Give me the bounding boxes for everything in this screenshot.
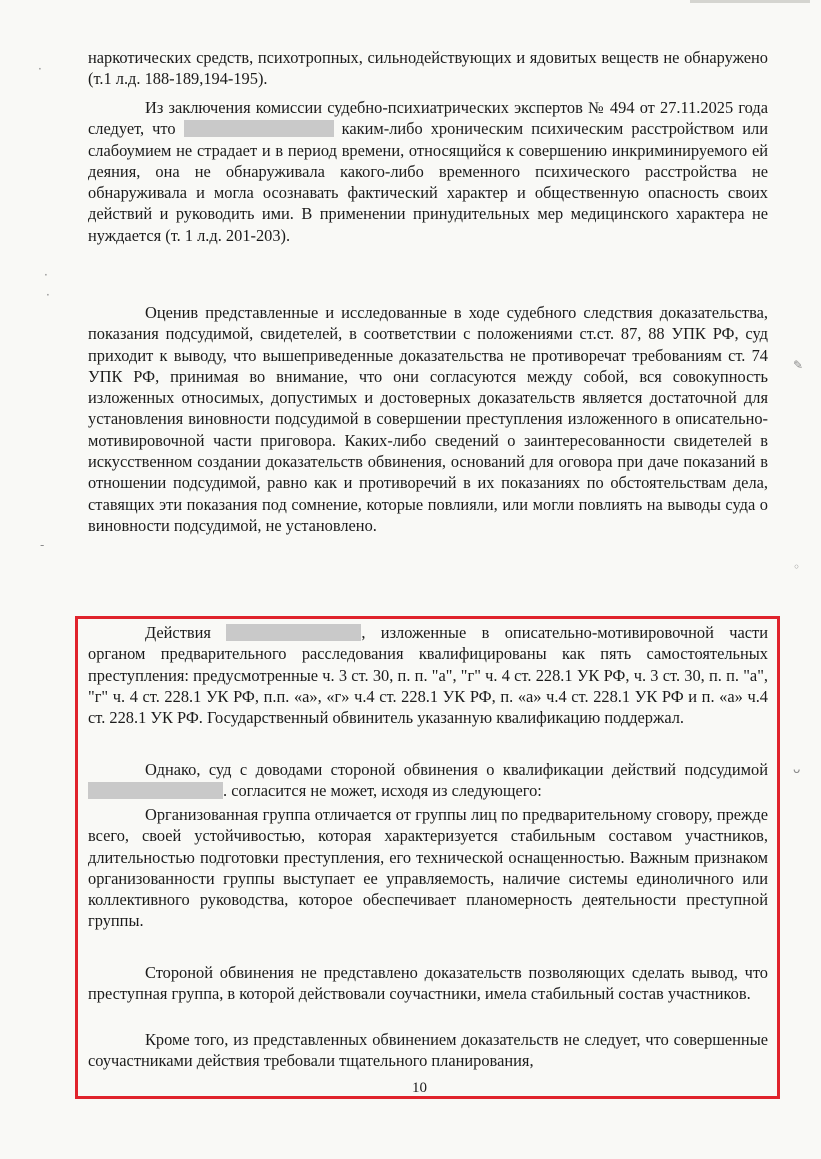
page-number: 10 — [412, 1080, 427, 1096]
paragraph-continuation: наркотических средств, психотропных, сильнодействующих и ядовитых веществ не обнаружено (т.1 л.д. 188-189,194-195). — [88, 48, 768, 89]
redacted-name — [184, 120, 334, 137]
paragraph-evaluation: Оценив представленные и исследованные в ходе судебного следствия доказательства, показания подсудимой, свидетелей, в соответствии с положениями ст.ст. 87, 88 УПК РФ, суд приходит к выводу, что вышеприведенные доказательства не противоречат требованиям ст. 74 УПК РФ, принимая во внимание, что они согласуются между собой, вся совокупность изложенных относимых, допустимых и достоверных доказательств является достаточной для установления виновности подсудимой в совершении преступления изложенного в описательно-мотивировочной части приговора. Каких-либо сведений о заинтересованности свидетелей в искусственном создании доказательств обвинения, оснований для оговора при даче показаний в отношении подсудимой, равно как и противоречий в их показаниях по обстоятельствам дела, ставящих эти показания под сомнение, которые повлияли, или могли повлиять на выводы суда о виновности подсудимой, не установлено. — [88, 303, 768, 535]
scan-mark: ✎ — [793, 358, 804, 372]
paragraph-no-evidence: Стороной обвинения не представлено доказательств позволяющих сделать вывод, что преступная группа, в которой действовали соучастники, имела стабильный состав участников. — [88, 963, 768, 1004]
scan-mark: ᴗ — [793, 762, 801, 776]
paragraph-court-disagreement: Однако, суд с доводами стороной обвинения о квалификации действий подсудимой . согласится не может, исходя из следующего: — [88, 759, 768, 802]
scan-mark: · — [46, 288, 50, 302]
scan-edge — [690, 0, 810, 3]
paragraph-moreover: Кроме того, из представленных обвинением доказательств не следует, что совершенные соучастниками действия требовали тщательного планирования, — [88, 1030, 768, 1071]
scan-mark: · — [38, 62, 42, 76]
redacted-name — [88, 782, 223, 799]
scan-mark: · — [44, 268, 48, 282]
scan-mark: ◦ — [793, 560, 801, 574]
paragraph-expert-conclusion: Из заключения комиссии судебно-психиатрических экспертов № 494 от 27.11.2025 года следует, что каким-либо хроническим психическим расстройством или слабоумием не страдает и в период времени, относящийся к совершению инкриминируемого ей деяния, она не обнаруживала какого-либо временного психического расстройства не обнаруживала и могла осознавать фактический характер и общественную опасность своих действий и руководить ими. В применении принудительных мер медицинского характера не нуждается (т. 1 л.д. 201-203). — [88, 98, 768, 245]
scan-mark: - — [40, 538, 45, 552]
paragraph-qualification: Действия , изложенные в описательно-мотивировочной части органом предварительного расследования квалифицированы как пять самостоятельных преступления: предусмотренные ч. 3 ст. 30, п. п. "а", "г" ч. 4 ст. 228.1 УК РФ, ч. 3 ст. 30, п. п. "а", "г" ч. 4 ст. 228.1 УК РФ, п.п. «а», «г» ч.4 ст. 228.1 УК РФ, п. «а» ч.4 ст. 228.1 УК РФ и п. «а» ч.4 ст. 228.1 УК РФ. Государственный обвинитель указанную квалификацию поддержал. — [88, 623, 768, 728]
redacted-name — [226, 624, 361, 641]
paragraph-organized-group: Организованная группа отличается от группы лиц по предварительному сговору, прежде всего, своей устойчивостью, которая характеризуется стабильным составом участников, длительностью подготовки преступления, его технической оснащенностью. Важным признаком организованности группы выступает ее управляемость, наличие системы единоличного или коллективного руководства, которое обеспечивает планомерность деятельности преступной группы. — [88, 805, 768, 931]
